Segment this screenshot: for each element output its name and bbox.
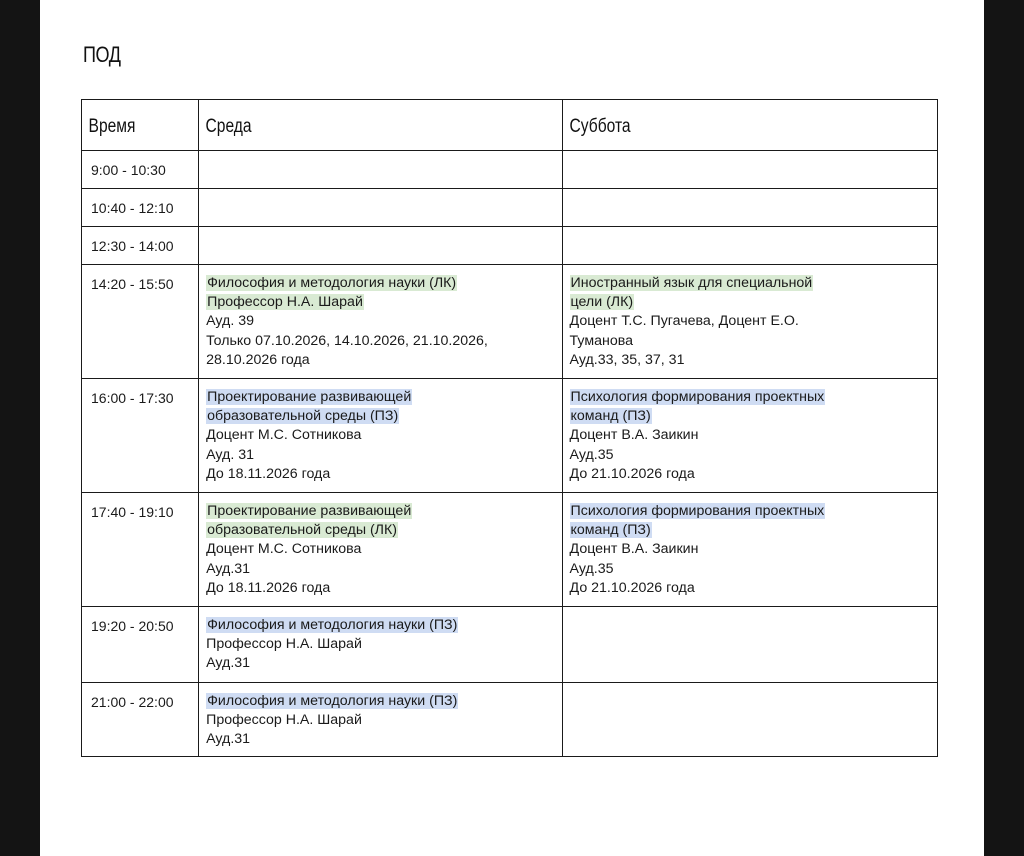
room: Ауд.31 [206, 731, 251, 748]
instructor: Доцент М.С. Сотникова [206, 427, 362, 444]
course-title: Психология формирования проектных [570, 389, 825, 405]
date-note: До 18.11.2026 года [206, 465, 331, 482]
room: Ауд. 31 [206, 446, 254, 463]
time-slot: 21:00 - 22:00 [91, 694, 174, 710]
time-cell [82, 265, 199, 379]
date-note: До 21.10.2026 года [569, 465, 695, 482]
time-slot: 19:20 - 20:50 [91, 618, 174, 634]
wednesday-cell [199, 151, 562, 189]
time-slot: 9:00 - 10:30 [91, 162, 166, 178]
time-cell [82, 683, 199, 757]
time-cell [82, 493, 199, 607]
wednesday-cell [199, 189, 562, 227]
saturday-cell [562, 265, 937, 379]
table-row [82, 607, 938, 683]
class-entry [199, 493, 561, 603]
table-row [82, 189, 938, 227]
time-slot: 12:30 - 14:00 [91, 238, 174, 254]
wednesday-cell [199, 379, 562, 493]
instructor: Профессор Н.А. Шарай [206, 636, 362, 653]
time-slot: 17:40 - 19:10 [91, 504, 174, 520]
time-cell [82, 151, 199, 189]
table-row [82, 151, 938, 189]
instructor: Доцент М.С. Сотникова [206, 541, 362, 558]
course-title: образовательной среды (ЛК) [207, 522, 397, 539]
saturday-cell [562, 227, 937, 265]
course-title: Философия и методология науки (ЛК) [207, 275, 457, 291]
class-entry [199, 683, 561, 755]
wednesday-cell [199, 683, 562, 757]
class-entry [199, 379, 561, 489]
instructor: Туманова [569, 332, 633, 349]
table-row [82, 227, 938, 265]
date-note: До 21.10.2026 года [569, 579, 695, 596]
table-row [82, 379, 938, 493]
class-entry [563, 379, 937, 489]
header-time: Время [82, 100, 199, 151]
saturday-cell [562, 607, 937, 683]
course-title: цели (ЛК) [570, 294, 634, 311]
room: Ауд.35 [569, 446, 614, 463]
room: Ауд. 39 [206, 313, 254, 330]
saturday-cell [562, 379, 937, 493]
instructor: Доцент Т.С. Пугачева, Доцент Е.О. [569, 313, 799, 330]
time-cell [82, 607, 199, 683]
table-row [82, 683, 938, 757]
room: Ауд.35 [569, 560, 614, 577]
table-row [82, 493, 938, 607]
room: Ауд.31 [206, 655, 251, 672]
schedule-table [81, 99, 938, 757]
header-wednesday: Среда [199, 100, 562, 151]
wednesday-cell [199, 227, 562, 265]
course-title: команд (ПЗ) [570, 408, 651, 425]
instructor: Профессор Н.А. Шарай [206, 712, 362, 729]
saturday-cell [562, 189, 937, 227]
table-row [82, 265, 938, 379]
course-title: команд (ПЗ) [570, 522, 651, 539]
date-note: До 18.11.2026 года [206, 579, 331, 596]
class-entry [199, 607, 561, 679]
course-title: Философия и методология науки (ПЗ) [207, 693, 458, 709]
class-entry [199, 265, 561, 375]
time-cell [82, 379, 199, 493]
saturday-cell [562, 493, 937, 607]
course-title: Проектирование развивающей [207, 503, 412, 519]
course-title: образовательной среды (ПЗ) [207, 408, 399, 425]
time-slot: 16:00 - 17:30 [91, 390, 174, 406]
date-note: 28.10.2026 года [206, 351, 310, 368]
class-entry [563, 265, 937, 375]
time-cell [82, 227, 199, 265]
room: Ауд.31 [206, 560, 251, 577]
header-saturday: Суббота [562, 100, 937, 151]
date-note: Только 07.10.2026, 14.10.2026, 21.10.2026, [206, 332, 488, 349]
course-title: Философия и методология науки (ПЗ) [207, 617, 458, 633]
header-row [82, 100, 938, 151]
instructor: Доцент В.А. Заикин [569, 541, 699, 558]
document-page [40, 0, 984, 856]
instructor: Доцент В.А. Заикин [569, 427, 699, 444]
time-slot: 14:20 - 15:50 [91, 276, 174, 292]
saturday-cell [562, 683, 937, 757]
course-title: Психология формирования проектных [570, 503, 825, 519]
instructor: Профессор Н.А. Шарай [207, 294, 363, 311]
time-cell [82, 189, 199, 227]
wednesday-cell [199, 265, 562, 379]
wednesday-cell [199, 493, 562, 607]
saturday-cell [562, 151, 937, 189]
time-slot: 10:40 - 12:10 [91, 200, 174, 216]
wednesday-cell [199, 607, 562, 683]
course-title: Проектирование развивающей [207, 389, 412, 405]
course-title: Иностранный язык для специальной [570, 275, 813, 291]
class-entry [563, 493, 937, 603]
page-title: ПОД [83, 42, 121, 67]
room: Ауд.33, 35, 37, 31 [569, 351, 685, 368]
